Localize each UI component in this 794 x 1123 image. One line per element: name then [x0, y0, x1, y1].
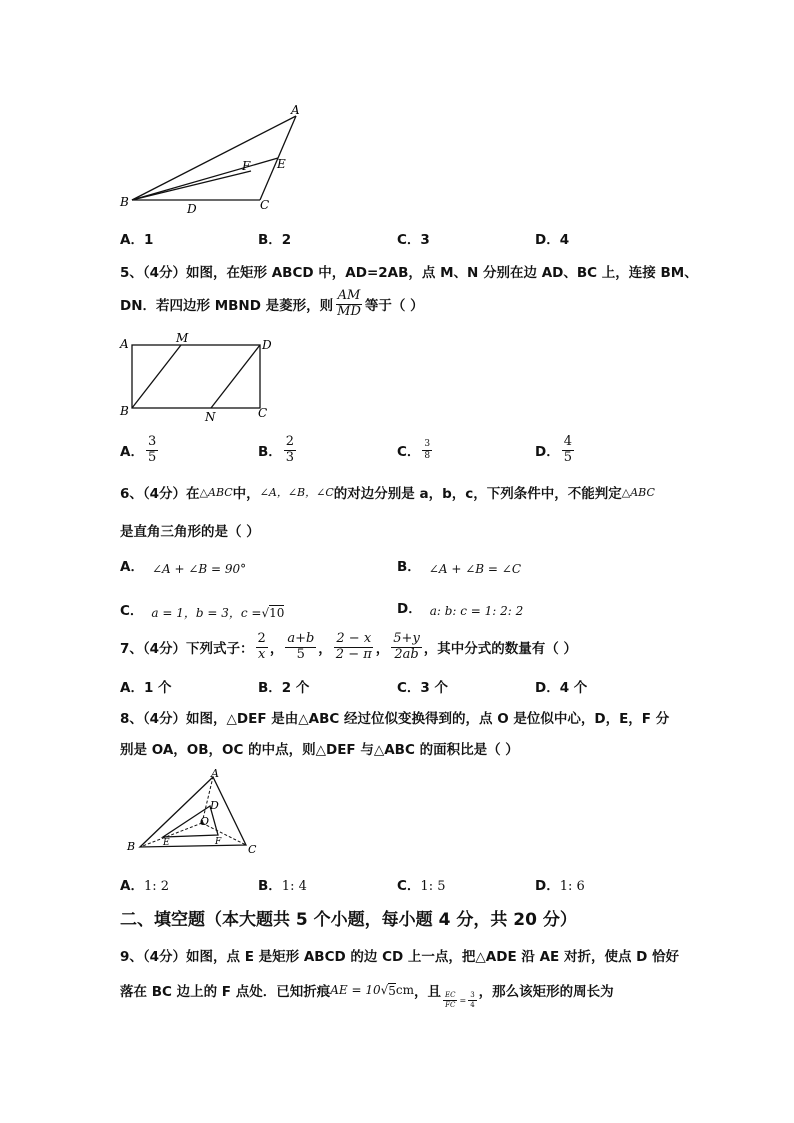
- q9-fraction-3-4: $\frac{3}{4}$: [470, 991, 475, 1009]
- q6-option-d[interactable]: D． a: b: c = 1: 2: 2: [397, 601, 524, 618]
- fig8-label-a: A: [211, 767, 219, 780]
- q9-line2: 落在 BC 边上的 F 点处．已知折痕 AE = 10 √ 5 cm ，且 $\frac{EC}{FC}$ = $\frac{3}{4}$ ，那么该矩形的周长为: [120, 983, 614, 1009]
- fig8-label-b: B: [127, 840, 136, 853]
- q5-rectangle-figure: [112, 330, 282, 425]
- q6-line2: 是直角三角形的是（ ）: [120, 524, 260, 540]
- q7-line: 7、（4分）下列式子： $\frac{2}{x}$ ， $\frac{a+b}{5}$ ， $\frac{2 - x}{2 - \pi}$ ， $\frac{5+y}{2ab}$ ，其中分式的数量有（ ）: [120, 630, 577, 662]
- q7-fraction-2: $\frac{a+b}{5}$: [287, 630, 315, 662]
- fig4-label-c: C: [260, 198, 270, 212]
- fig4-label-e: E: [277, 157, 286, 171]
- q5-option-d[interactable]: D． $\frac{4}{5}$: [535, 433, 572, 465]
- fig5-label-d: D: [262, 338, 272, 352]
- q5-line2: DN．若四边形 MBND 是菱形，则 $\frac{AM}{MD}$ 等于（ ）: [120, 287, 424, 319]
- fig4-label-d: D: [187, 202, 197, 216]
- fig5-label-m: M: [176, 331, 189, 345]
- q6-option-a[interactable]: A． ∠A + ∠B = 90°: [120, 559, 247, 576]
- q7-option-c[interactable]: C．3 个: [397, 680, 449, 696]
- fig8-label-f: F: [215, 837, 222, 847]
- q7-option-b[interactable]: B．2 个: [258, 680, 310, 696]
- fig4-label-b: B: [120, 195, 129, 209]
- q8-line2: 别是 OA，OB，OC 的中点，则△DEF 与△ABC 的面积比是（ ）: [120, 742, 519, 758]
- q4-triangle-figure: [115, 100, 315, 218]
- q7-option-a[interactable]: A．1 个: [120, 680, 172, 696]
- fig8-label-c: C: [248, 843, 257, 856]
- q8-option-b[interactable]: B．1: 4: [258, 878, 307, 894]
- q6-option-c[interactable]: C． a = 1，b = 3，c = √ 10: [120, 602, 285, 620]
- q8-option-d[interactable]: D．1: 6: [535, 878, 585, 894]
- fig8-label-e: E: [163, 838, 170, 848]
- fig4-label-a: A: [291, 103, 300, 117]
- q5-option-b[interactable]: B． $\frac{2}{3}$: [258, 433, 295, 465]
- fig5-label-c: C: [258, 406, 268, 420]
- q4-option-b[interactable]: B．2: [258, 232, 292, 248]
- fig5-label-b: B: [120, 404, 129, 418]
- q7-fraction-4: $\frac{5+y}{2ab}$: [393, 630, 420, 662]
- section-heading-fill-in: 二、填空题（本大题共 5 个小题，每小题 4 分，共 20 分）: [120, 910, 577, 930]
- q4-option-a[interactable]: A．1: [120, 232, 154, 248]
- q8-homothety-figure: [118, 765, 268, 860]
- sqrt-sign: √: [380, 983, 389, 997]
- q7-fraction-3: $\frac{2 - x}{2 - \pi}$: [335, 630, 372, 662]
- fig5-label-n: N: [205, 410, 216, 424]
- q6-option-b[interactable]: B． ∠A + ∠B = ∠C: [397, 559, 521, 576]
- q8-option-a[interactable]: A．1: 2: [120, 878, 170, 894]
- q4-option-c[interactable]: C．3: [397, 232, 430, 248]
- sqrt-sign: √: [261, 605, 270, 620]
- q7-fraction-1: $\frac{2}{x}$: [257, 630, 266, 662]
- q5-fraction: $\frac{AM}{MD}$: [337, 287, 361, 319]
- q6-line1: 6、（4分）在 △ABC 中， ∠A，∠B，∠C 的对边分别是 a，b，c，下列条件中，不能判定 △ABC: [120, 485, 655, 502]
- q8-line1: 8、（4分）如图，△DEF 是由△ABC 经过位似变换得到的，点 O 是位似中心，D，E，F 分: [120, 711, 670, 727]
- fig4-label-f: F: [242, 159, 251, 173]
- q7-option-d[interactable]: D．4 个: [535, 680, 588, 696]
- q8-option-c[interactable]: C．1: 5: [397, 878, 446, 894]
- q5-option-c[interactable]: C． $\frac{3}{8}$: [397, 439, 431, 461]
- fig8-label-d: D: [210, 799, 219, 812]
- q9-line1: 9、（4分）如图，点 E 是矩形 ABCD 的边 CD 上一点，把△ADE 沿 AE 对折，使点 D 恰好: [120, 949, 680, 965]
- q5-line1: 5、（4分）如图，在矩形 ABCD 中，AD=2AB，点 M、N 分别在边 AD、BC 上，连接 BM、: [120, 265, 698, 281]
- q5-option-a[interactable]: A． $\frac{3}{5}$: [120, 433, 157, 465]
- fig8-label-o: O: [200, 815, 210, 828]
- fig5-label-a: A: [120, 337, 129, 351]
- q4-option-d[interactable]: D．4: [535, 232, 570, 248]
- q9-fraction-ec-fc: $\frac{EC}{FC}$: [445, 991, 456, 1009]
